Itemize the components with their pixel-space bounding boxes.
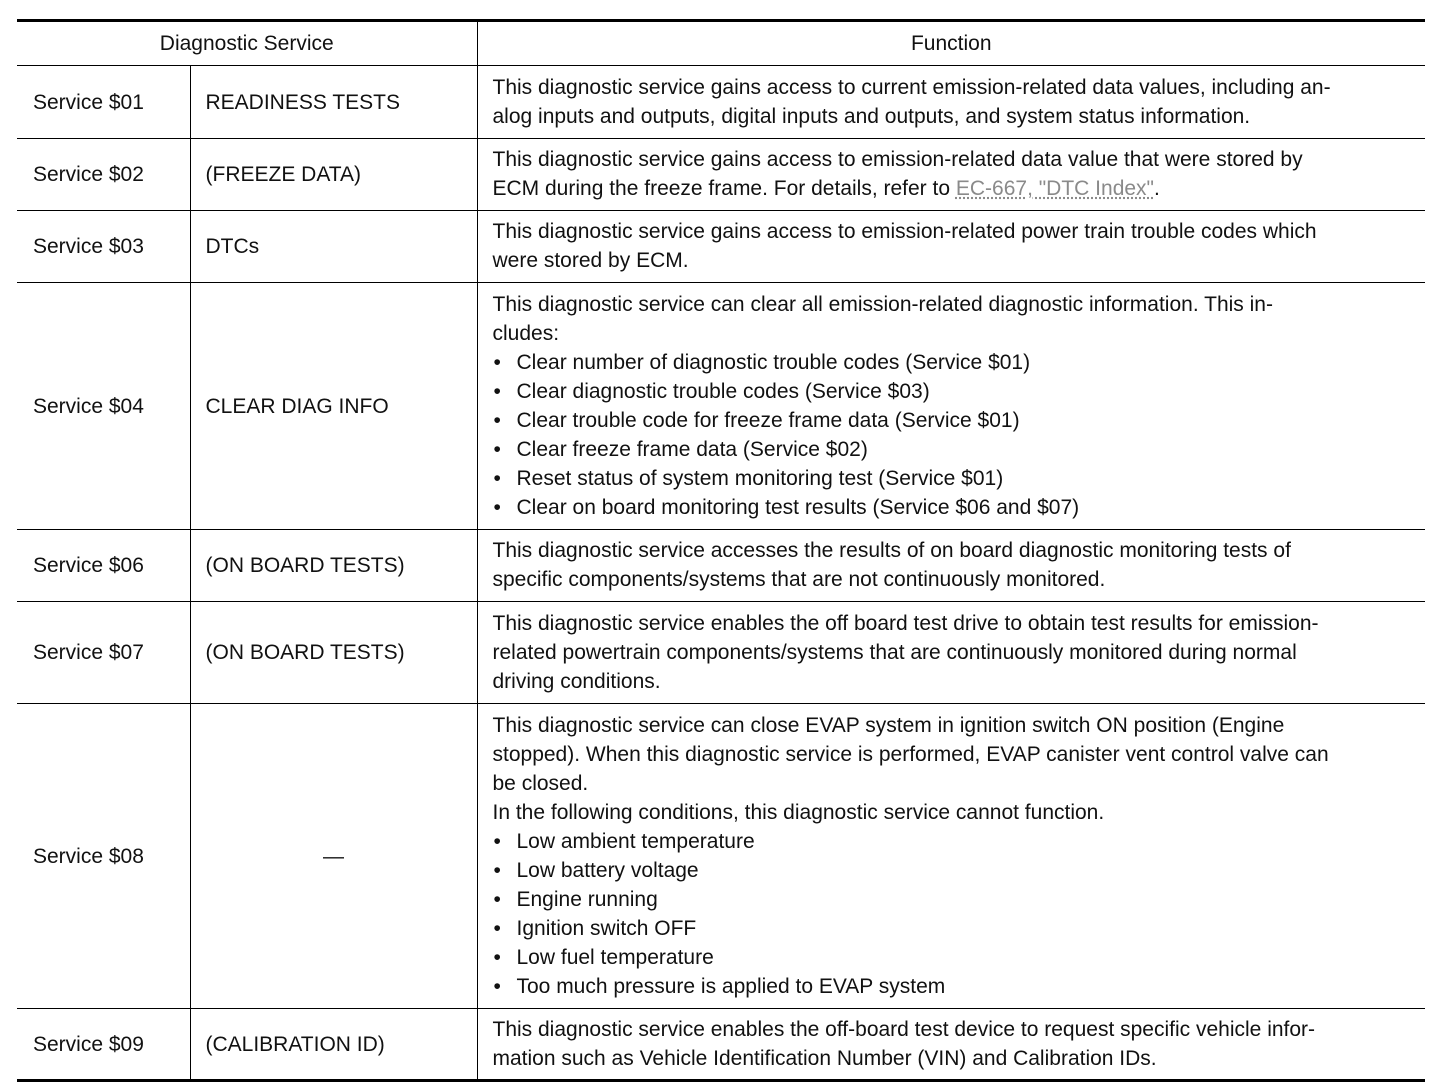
list-item: • Clear diagnostic trouble codes (Service $03) [493,377,1420,406]
table-row [17,283,1425,530]
service-function [477,283,1425,530]
header-function: Function [477,21,1425,66]
service-id: Service $02 [17,139,190,211]
function-line: mation such as Vehicle Identification Number (VIN) and Calibration IDs. [492,1046,1157,1070]
function-line: This diagnostic service gains access to emission-related data value that were stored by [492,148,1303,171]
function-line-with-link [493,174,1420,203]
service-name: DTCs [190,211,477,283]
function-line: This diagnostic service can close EVAP system in ignition switch ON position (Engine [492,713,1285,737]
table-row [17,704,1425,1009]
table-row [17,530,1425,602]
bullet-list [493,827,1420,1001]
list-item: • Engine running [493,885,1420,914]
list-item: • Low fuel temperature [493,943,1420,972]
bullet-list [493,348,1420,522]
service-name: (FREEZE DATA) [190,139,477,211]
function-line: stopped). When this diagnostic service is performed, EVAP canister vent control valve can [492,742,1329,766]
dtc-index-link[interactable]: EC-667, "DTC Index" [955,177,1155,200]
function-line: were stored by ECM. [492,249,689,272]
service-name: — [190,704,477,1009]
list-item: • Reset status of system monitoring test (Service $01) [493,464,1420,493]
service-id: Service $06 [17,530,190,602]
table-row [17,66,1425,139]
function-line: related powertrain components/systems that are continuously monitored during normal [492,640,1297,664]
service-function [477,211,1425,283]
service-id: Service $07 [17,602,190,704]
service-id: Service $01 [17,66,190,139]
header-diagnostic-service: Diagnostic Service [17,21,477,66]
function-line: cludes: [492,321,560,345]
list-item: • Clear number of diagnostic trouble codes (Service $01) [493,348,1420,377]
function-line: driving conditions. [492,669,661,693]
service-function [477,704,1425,1009]
function-line: In the following conditions, this diagnostic service cannot function. [492,800,1105,824]
service-name: READINESS TESTS [190,66,477,139]
service-name: (ON BOARD TESTS) [190,530,477,602]
service-name: (ON BOARD TESTS) [190,602,477,704]
service-function [477,602,1425,704]
link-suffix: . [1154,177,1160,200]
diagnostic-service-table [17,19,1425,1082]
function-line: This diagnostic service gains access to current emission-related data values, including an- [492,75,1331,99]
link-prefix: ECM during the freeze frame. For details, refer to [492,177,956,200]
service-function [477,530,1425,602]
service-function [477,66,1425,139]
function-line: specific components/systems that are not continuously monitored. [492,568,1106,591]
list-item: • Clear freeze frame data (Service $02) [493,435,1420,464]
table-row [17,1009,1425,1081]
function-line: This diagnostic service gains access to emission-related power train trouble codes which [492,220,1317,243]
service-function [477,139,1425,211]
function-line: This diagnostic service enables the off-board test device to request specific vehicle infor- [492,1017,1316,1041]
service-function [477,1009,1425,1081]
list-item: • Clear trouble code for freeze frame data (Service $01) [493,406,1420,435]
list-item: • Low battery voltage [493,856,1420,885]
service-name: CLEAR DIAG INFO [190,283,477,530]
function-line: This diagnostic service accesses the results of on board diagnostic monitoring tests of [492,539,1291,562]
table-header-row [17,21,1425,66]
service-name: (CALIBRATION ID) [190,1009,477,1081]
service-id: Service $04 [17,283,190,530]
list-item: • Ignition switch OFF [493,914,1420,943]
service-id: Service $08 [17,704,190,1009]
list-item: • Clear on board monitoring test results (Service $06 and $07) [493,493,1420,522]
function-line: This diagnostic service enables the off board test drive to obtain test results for emission- [492,611,1319,635]
table-row [17,211,1425,283]
table-row [17,602,1425,704]
function-line: be closed. [492,771,589,795]
function-line: This diagnostic service can clear all emission-related diagnostic information. This in- [492,292,1273,316]
table-row [17,139,1425,211]
service-id: Service $09 [17,1009,190,1081]
list-item: • Low ambient temperature [493,827,1420,856]
function-line: alog inputs and outputs, digital inputs and outputs, and system status information. [492,104,1251,128]
service-id: Service $03 [17,211,190,283]
list-item: • Too much pressure is applied to EVAP system [493,972,1420,1001]
